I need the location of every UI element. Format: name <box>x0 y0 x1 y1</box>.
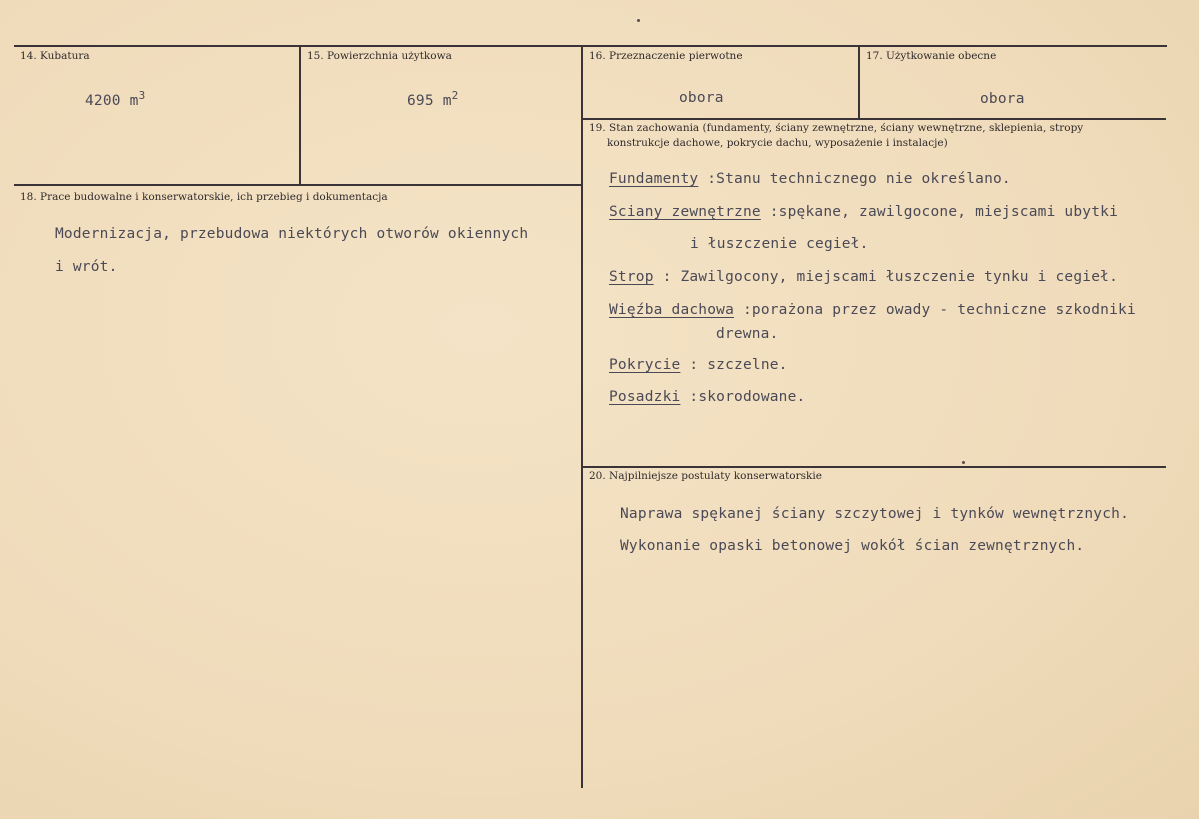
field-17-value: obora <box>980 91 1025 107</box>
stan-entry-key: Sciany zewnętrzne <box>609 204 761 220</box>
top-rule <box>14 45 1167 47</box>
field-14-value <box>85 89 145 109</box>
ink-dot <box>962 461 965 464</box>
stan-entry-text: drewna. <box>716 326 779 342</box>
stan-entry-text: :spękane, zawilgocone, miejscami ubytki <box>760 204 1119 220</box>
stan-entry-strop <box>609 269 1118 285</box>
stan-entry-text: : Zawilgocony, miejscami łuszczenie tynku i cegieł. <box>653 269 1119 285</box>
stan-entry-key: Fundamenty <box>609 171 699 187</box>
stan-entry-sciany <box>609 204 1118 220</box>
field-19-label-line2: konstrukcje dachowe, pokrycie dachu, wyposażenie i instalacje) <box>607 137 948 149</box>
stan-entry-text: :Stanu technicznego nie określano. <box>698 171 1011 187</box>
field-16-label: 16. Przeznaczenie pierwotne <box>589 50 743 62</box>
field-18-line2: i wrót. <box>55 259 118 275</box>
stan-entry-key: Więźba dachowa <box>609 302 735 318</box>
field-15-label: 15. Powierzchnia użytkowa <box>307 50 452 62</box>
field-20-line2: Wykonanie opaski betonowej wokół ścian zewnętrznych. <box>620 538 1085 554</box>
stan-entry-posadzki <box>609 389 805 405</box>
field-15-value <box>407 89 458 109</box>
field-17-label: 17. Użytkowanie obecne <box>866 50 997 62</box>
stan-entry-pokrycie <box>609 357 788 373</box>
field-20-label: 20. Najpilniejsze postulaty konserwatorskie <box>589 470 822 482</box>
stan-entry-key: Strop <box>609 269 654 285</box>
stan-entry-wiezba <box>609 302 1136 318</box>
field-18-label: 18. Prace budowalne i konserwatorskie, ich przebieg i dokumentacja <box>20 191 388 203</box>
rule-right-lower <box>583 466 1166 468</box>
rule-left-mid <box>14 184 582 186</box>
field-14-label: 14. Kubatura <box>20 50 90 62</box>
field-19-label-line1: 19. Stan zachowania (fundamenty, ściany zewnętrzne, ściany wewnętrzne, sklepienia, stropy <box>589 122 1084 134</box>
stan-entry-fundamenty <box>609 171 1011 187</box>
field-20-line1: Naprawa spękanej ściany szczytowej i tynków wewnętrznych. <box>620 506 1129 522</box>
powierzchnia-unit-exponent: 2 <box>451 89 459 102</box>
ink-dot <box>637 19 640 22</box>
stan-entry-wiezba-cont <box>716 326 779 342</box>
divider-14-15 <box>299 46 301 185</box>
kubatura-unit-exponent: 3 <box>138 89 146 102</box>
powierzchnia-value: 695 m <box>407 92 452 109</box>
divider-16-17 <box>858 46 860 119</box>
divider-main <box>581 46 583 788</box>
stan-entry-key: Posadzki <box>609 389 681 405</box>
stan-entry-key: Pokrycie <box>609 357 681 373</box>
rule-right-upper <box>583 118 1166 120</box>
stan-entry-sciany-cont <box>690 236 869 252</box>
stan-entry-text: i łuszczenie cegieł. <box>690 236 869 252</box>
stan-entry-text: : szczelne. <box>680 357 788 373</box>
stan-entry-text: :skorodowane. <box>680 389 806 405</box>
kubatura-value: 4200 m <box>85 92 139 109</box>
field-18-line1: Modernizacja, przebudowa niektórych otworów okiennych <box>55 226 529 242</box>
stan-entry-text: :porażona przez owady - techniczne szkodniki <box>734 302 1136 318</box>
field-16-value: obora <box>679 90 724 106</box>
